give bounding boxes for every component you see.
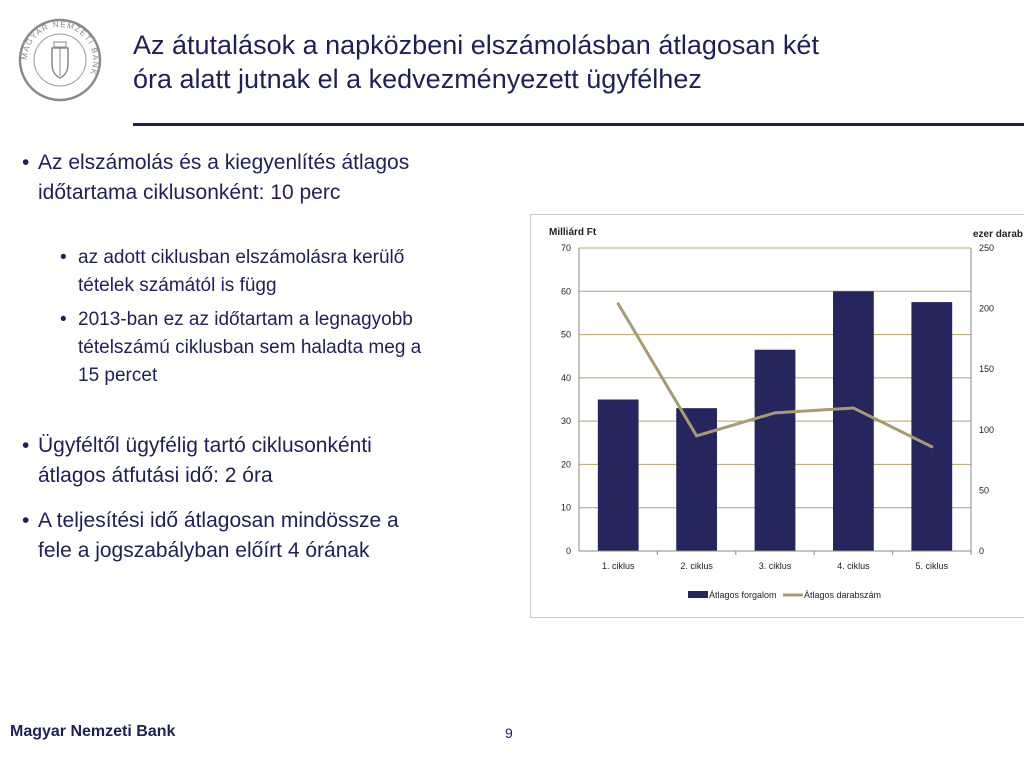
bullet-text: Ügyféltől ügyfélig tartó ciklusonkénti (38, 434, 372, 457)
x-tick-label: 3. ciklus (758, 561, 792, 571)
sub-bullet-text: 15 percet (78, 365, 158, 386)
bullet-item (22, 431, 513, 491)
mnb-logo (18, 18, 102, 102)
left-tick-label: 70 (560, 243, 571, 253)
page-number: 9 (505, 725, 513, 741)
bar (676, 408, 717, 551)
left-axis-label: Milliárd Ft (549, 227, 597, 238)
bullet-text: Az elszámolás és a kiegyenlítés átlagos (38, 151, 410, 174)
sub-bullet-text: tételszámú ciklusban sem haladta meg a (78, 337, 422, 358)
bullet-dot: • (60, 247, 67, 268)
bar (598, 400, 639, 552)
line-point (617, 302, 620, 305)
title-divider (133, 123, 1024, 126)
left-tick-label: 10 (560, 502, 571, 513)
x-tick-label: 2. ciklus (680, 561, 713, 571)
footer-org: Magyar Nemzeti Bank (10, 723, 176, 740)
combo-chart (531, 215, 1024, 617)
bar (833, 291, 874, 551)
right-tick-label: 0 (979, 546, 985, 556)
slide-title-line-2: óra alatt jutnak el a kedvezményezett ügyfélhez (133, 64, 702, 94)
bar (755, 350, 796, 551)
bullet-dot: • (60, 309, 67, 330)
left-tick-label: 0 (565, 546, 571, 556)
left-tick-label: 50 (560, 329, 571, 340)
bullet-text: A teljesítési idő átlagosan mindössze a (38, 509, 399, 532)
bullet-text: időtartama ciklusonként: 10 perc (38, 181, 341, 204)
x-tick-label: 1. ciklus (601, 561, 635, 571)
right-tick-label: 50 (979, 485, 990, 496)
left-tick-label: 20 (560, 459, 571, 470)
bullet-dot: • (22, 434, 30, 457)
slide-title-line-1: Az átutalások a napközbeni elszámolásban átlagosan két (133, 30, 819, 60)
bullet-item (22, 506, 513, 566)
line-point (852, 406, 855, 409)
legend-label-line: Átlagos darabszám (804, 590, 882, 600)
line-point (695, 434, 698, 437)
sub-bullet-text: tételek számától is függ (78, 275, 277, 296)
bullet-dot: • (22, 509, 30, 532)
right-tick-label: 250 (979, 243, 995, 253)
line-point (774, 411, 777, 414)
sub-bullet-text: 2013-ban ez az időtartam a legnagyobb (78, 309, 413, 330)
slide-title (133, 28, 993, 96)
left-tick-label: 60 (560, 286, 571, 297)
sub-bullet-item (60, 306, 518, 390)
sub-bullet-text: az adott ciklusban elszámolásra kerülő (78, 247, 405, 268)
right-tick-label: 150 (979, 364, 995, 375)
right-axis-label: ezer darab (973, 229, 1024, 240)
bar (911, 302, 952, 551)
legend-label-bar: Átlagos forgalom (709, 590, 777, 600)
bullet-text: átlagos átfutási idő: 2 óra (38, 464, 273, 487)
left-tick-label: 40 (560, 372, 571, 383)
bullet-item (22, 148, 513, 208)
legend-swatch-bar (688, 591, 708, 598)
x-tick-label: 4. ciklus (837, 561, 870, 571)
x-tick-label: 5. ciklus (915, 561, 949, 571)
left-tick-label: 30 (560, 416, 571, 427)
sub-bullet-item (60, 244, 518, 300)
right-tick-label: 200 (979, 303, 995, 314)
logo-ring-text: MAGYAR NEMZETI BANK (19, 19, 101, 77)
bullet-dot: • (22, 151, 30, 174)
right-tick-label: 100 (979, 424, 995, 435)
line-point (930, 445, 933, 448)
bullet-text: fele a jogszabályban előírt 4 órának (38, 539, 370, 562)
chart-container (530, 214, 1024, 618)
